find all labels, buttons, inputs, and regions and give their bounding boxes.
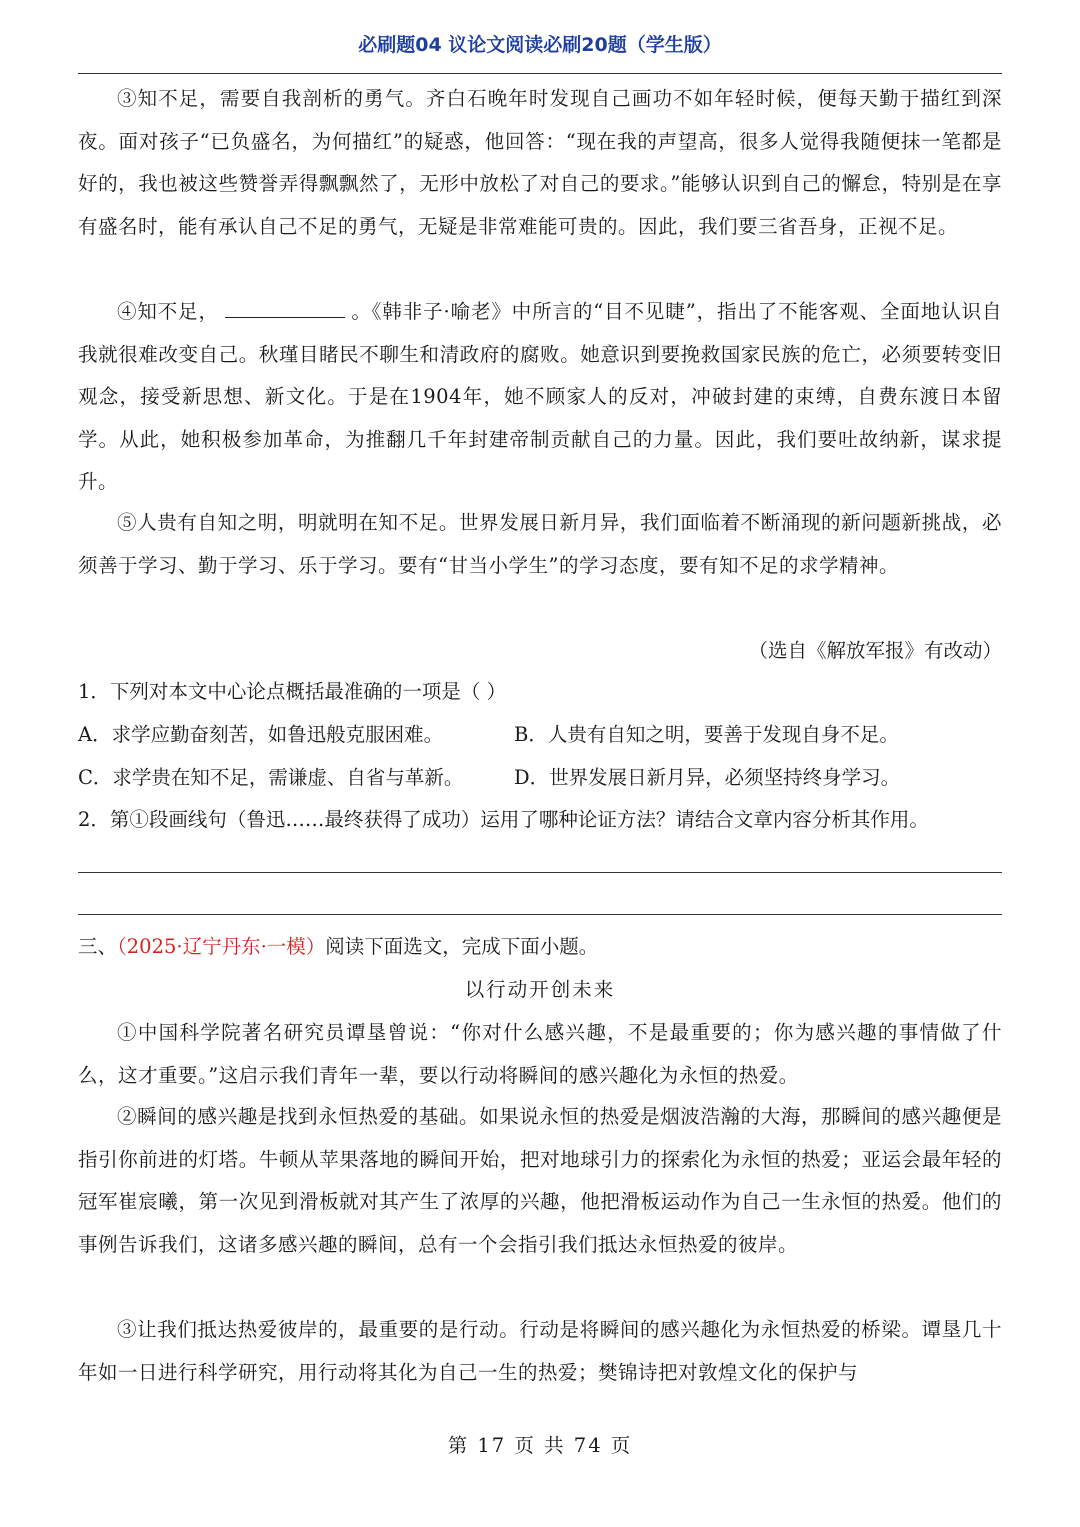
fill-in-blank[interactable] [225, 297, 345, 318]
question-1-options-row-2 [78, 757, 900, 799]
source-citation: （选自《解放军报》有改动） [748, 639, 1002, 662]
question-1-options-row-1 [78, 714, 899, 756]
paragraph-4-rest: 。《韩非子·喻老》中所言的“目不见睫”，指出了不能客观、全面地认识自我就很难改变自己。秋瑾目睹民不聊生和清政府的腐败。她意识到要挽救国家民族的危亡，必须要转变旧观念，接受新思想、新文化。于是在1904年，她不顾家人的反对，冲破封建的束缚，自费东渡日本留学。从此，她积极参加革命，为推翻几千年封建帝制贡献自己的力量。因此，我们要吐故纳新，谋求提升。 [78, 300, 1002, 494]
option-c[interactable]: C．求学贵在知不足，需谦虚、自省与革新。 [78, 766, 464, 789]
paragraph-4-start: ④知不足， [117, 300, 219, 323]
paragraph-4 [78, 291, 1002, 504]
article-paragraph-2: ②瞬间的感兴趣是找到永恒热爱的基础。如果说永恒的热爱是烟波浩瀚的大海，那瞬间的感兴趣便是指引你前进的灯塔。牛顿从苹果落地的瞬间开始，把对地球引力的探索化为永恒的热爱；亚运会最年轻的冠军崔宸曦，第一次见到滑板就对其产生了浓厚的兴趣，他把滑板运动作为自己一生永恒的热爱。他们的事例告诉我们，这诸多感兴趣的瞬间，总有一个会指引我们抵达永恒热爱的彼岸。 [78, 1105, 1002, 1256]
option-b[interactable]: B．人贵有自知之明，要善于发现自身不足。 [514, 723, 899, 746]
section-number: 三、 [78, 935, 118, 958]
option-d[interactable]: D．世界发展日新月异，必须坚持终身学习。 [514, 766, 901, 789]
question-2: 2．第①段画线句（鲁迅……最终获得了成功）运用了哪种论证方法？请结合文章内容分析其作用。 [78, 808, 929, 831]
article-paragraph-1: ①中国科学院著名研究员谭垦曾说：“你对什么感兴趣，不是最重要的；你为感兴趣的事情做了什么，这才重要。”这启示我们青年一辈，要以行动将瞬间的感兴趣化为永恒的热爱。 [78, 1021, 1002, 1087]
question-1: 1．下列对本文中心论点概括最准确的一项是（ ） [78, 680, 507, 703]
section-3-heading [78, 926, 598, 968]
answer-line-2[interactable] [78, 914, 1002, 915]
section-instruction: 阅读下面选文，完成下面小题。 [325, 935, 599, 958]
section-source-tag: （2025·辽宁丹东·一模） [117, 935, 326, 958]
header-divider [78, 73, 1002, 74]
header-title: 必刷题04 议论文阅读必刷20题（学生版） [358, 34, 722, 56]
page-footer: 第 17 页 共 74 页 [447, 1434, 633, 1457]
page-header [78, 30, 1002, 72]
article-title: 以行动开创未来 [464, 978, 616, 1001]
answer-line-1[interactable] [78, 872, 1002, 873]
paragraph-3: ③知不足，需要自我剖析的勇气。齐白石晚年时发现自己画功不如年轻时候，便每天勤于描红到深夜。面对孩子“已负盛名，为何描红”的疑惑，他回答：“现在我的声望高，很多人觉得我随便抹一笔都是好的，我也被这些赞誉弄得飘飘然了，无形中放松了对自己的要求。”能够认识到自己的懈怠，特别是在享有盛名时，能有承认自己不足的勇气，无疑是非常难能可贵的。因此，我们要三省吾身，正视不足。 [78, 87, 1002, 238]
option-a[interactable]: A．求学应勤奋刻苦，如鲁迅般克服困难。 [78, 723, 444, 746]
article-paragraph-3: ③让我们抵达热爱彼岸的，最重要的是行动。行动是将瞬间的感兴趣化为永恒热爱的桥梁。谭垦几十年如一日进行科学研究，用行动将其化为自己一生的热爱；樊锦诗把对敦煌文化的保护与 [78, 1318, 1002, 1384]
paragraph-5: ⑤人贵有自知之明，明就明在知不足。世界发展日新月异，我们面临着不断涌现的新问题新挑战，必须善于学习、勤于学习、乐于学习。要有“甘当小学生”的学习态度，要有知不足的求学精神。 [78, 511, 1002, 577]
